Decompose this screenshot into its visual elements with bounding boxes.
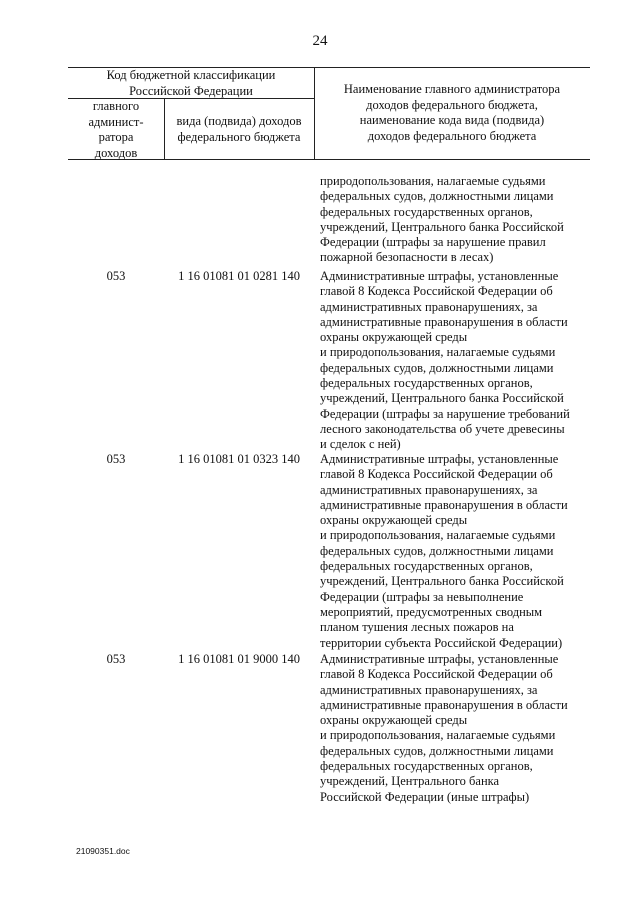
- table-row-description: природопользования, налагаемые судьями федеральных судов, должностными лицами федеральных государственных органов, учреждений, Центрального банка Российской Федерации (штрафы за нарушение правил пожарной безопасности в лесах): [320, 174, 564, 265]
- table-row-description: Административные штрафы, установленные главой 8 Кодекса Российской Федерации об административных правонарушениях, за административные правонарушения в области охраны окружающей среды и природопользования, налагаемые судьями федеральных судов, должностными лицами федеральных государственных органов, учреждений, Центрального банка Российской Федерации (штрафы за нарушение требований лесного законодательства об учете древесины и сделок с ней): [320, 269, 570, 452]
- table-row-admin-code: 053: [106, 269, 126, 283]
- table-row-description: Административные штрафы, установленные главой 8 Кодекса Российской Федерации об административных правонарушениях, за административные правонарушения в области охраны окружающей среды и природопользования, налагаемые судьями федеральных судов, должностными лицами федеральных государственных органов, учреждений, Центрального банка Российской Федерации (штрафы за невыполнение мероприятий, предусмотренных сводным планом тушения лесных пожаров на территории субъекта Российской Федерации): [320, 452, 568, 650]
- table-row-admin-code: 053: [106, 452, 126, 466]
- header-col-admin: главного админист- ратора доходов: [88, 99, 144, 160]
- table-row-admin-code: 053: [106, 652, 126, 666]
- document-file-id: 21090351.doc: [76, 846, 130, 856]
- page-number: 24: [312, 33, 328, 49]
- table-row-description: Административные штрафы, установленные главой 8 Кодекса Российской Федерации об административных правонарушениях, за административные правонарушения в области охраны окружающей среды и природопользования, налагаемые судьями федеральных судов, должностными лицами федеральных государственных органов, учреждений, Центрального банка Российской Федерации (иные штрафы): [320, 652, 568, 804]
- table-row-budget-code: 1 16 01081 01 9000 140: [178, 652, 300, 666]
- header-col-code: вида (подвида) доходов федерального бюджета: [176, 114, 302, 144]
- table-row-budget-code: 1 16 01081 01 0323 140: [178, 452, 300, 466]
- table-row-budget-code: 1 16 01081 01 0281 140: [178, 269, 300, 283]
- header-group-title: Код бюджетной классификации Российской Федерации: [106, 68, 276, 98]
- header-col-name: Наименование главного администратора доходов федерального бюджета, наименование кода вида (подвида) доходов федерального бюджета: [343, 82, 561, 143]
